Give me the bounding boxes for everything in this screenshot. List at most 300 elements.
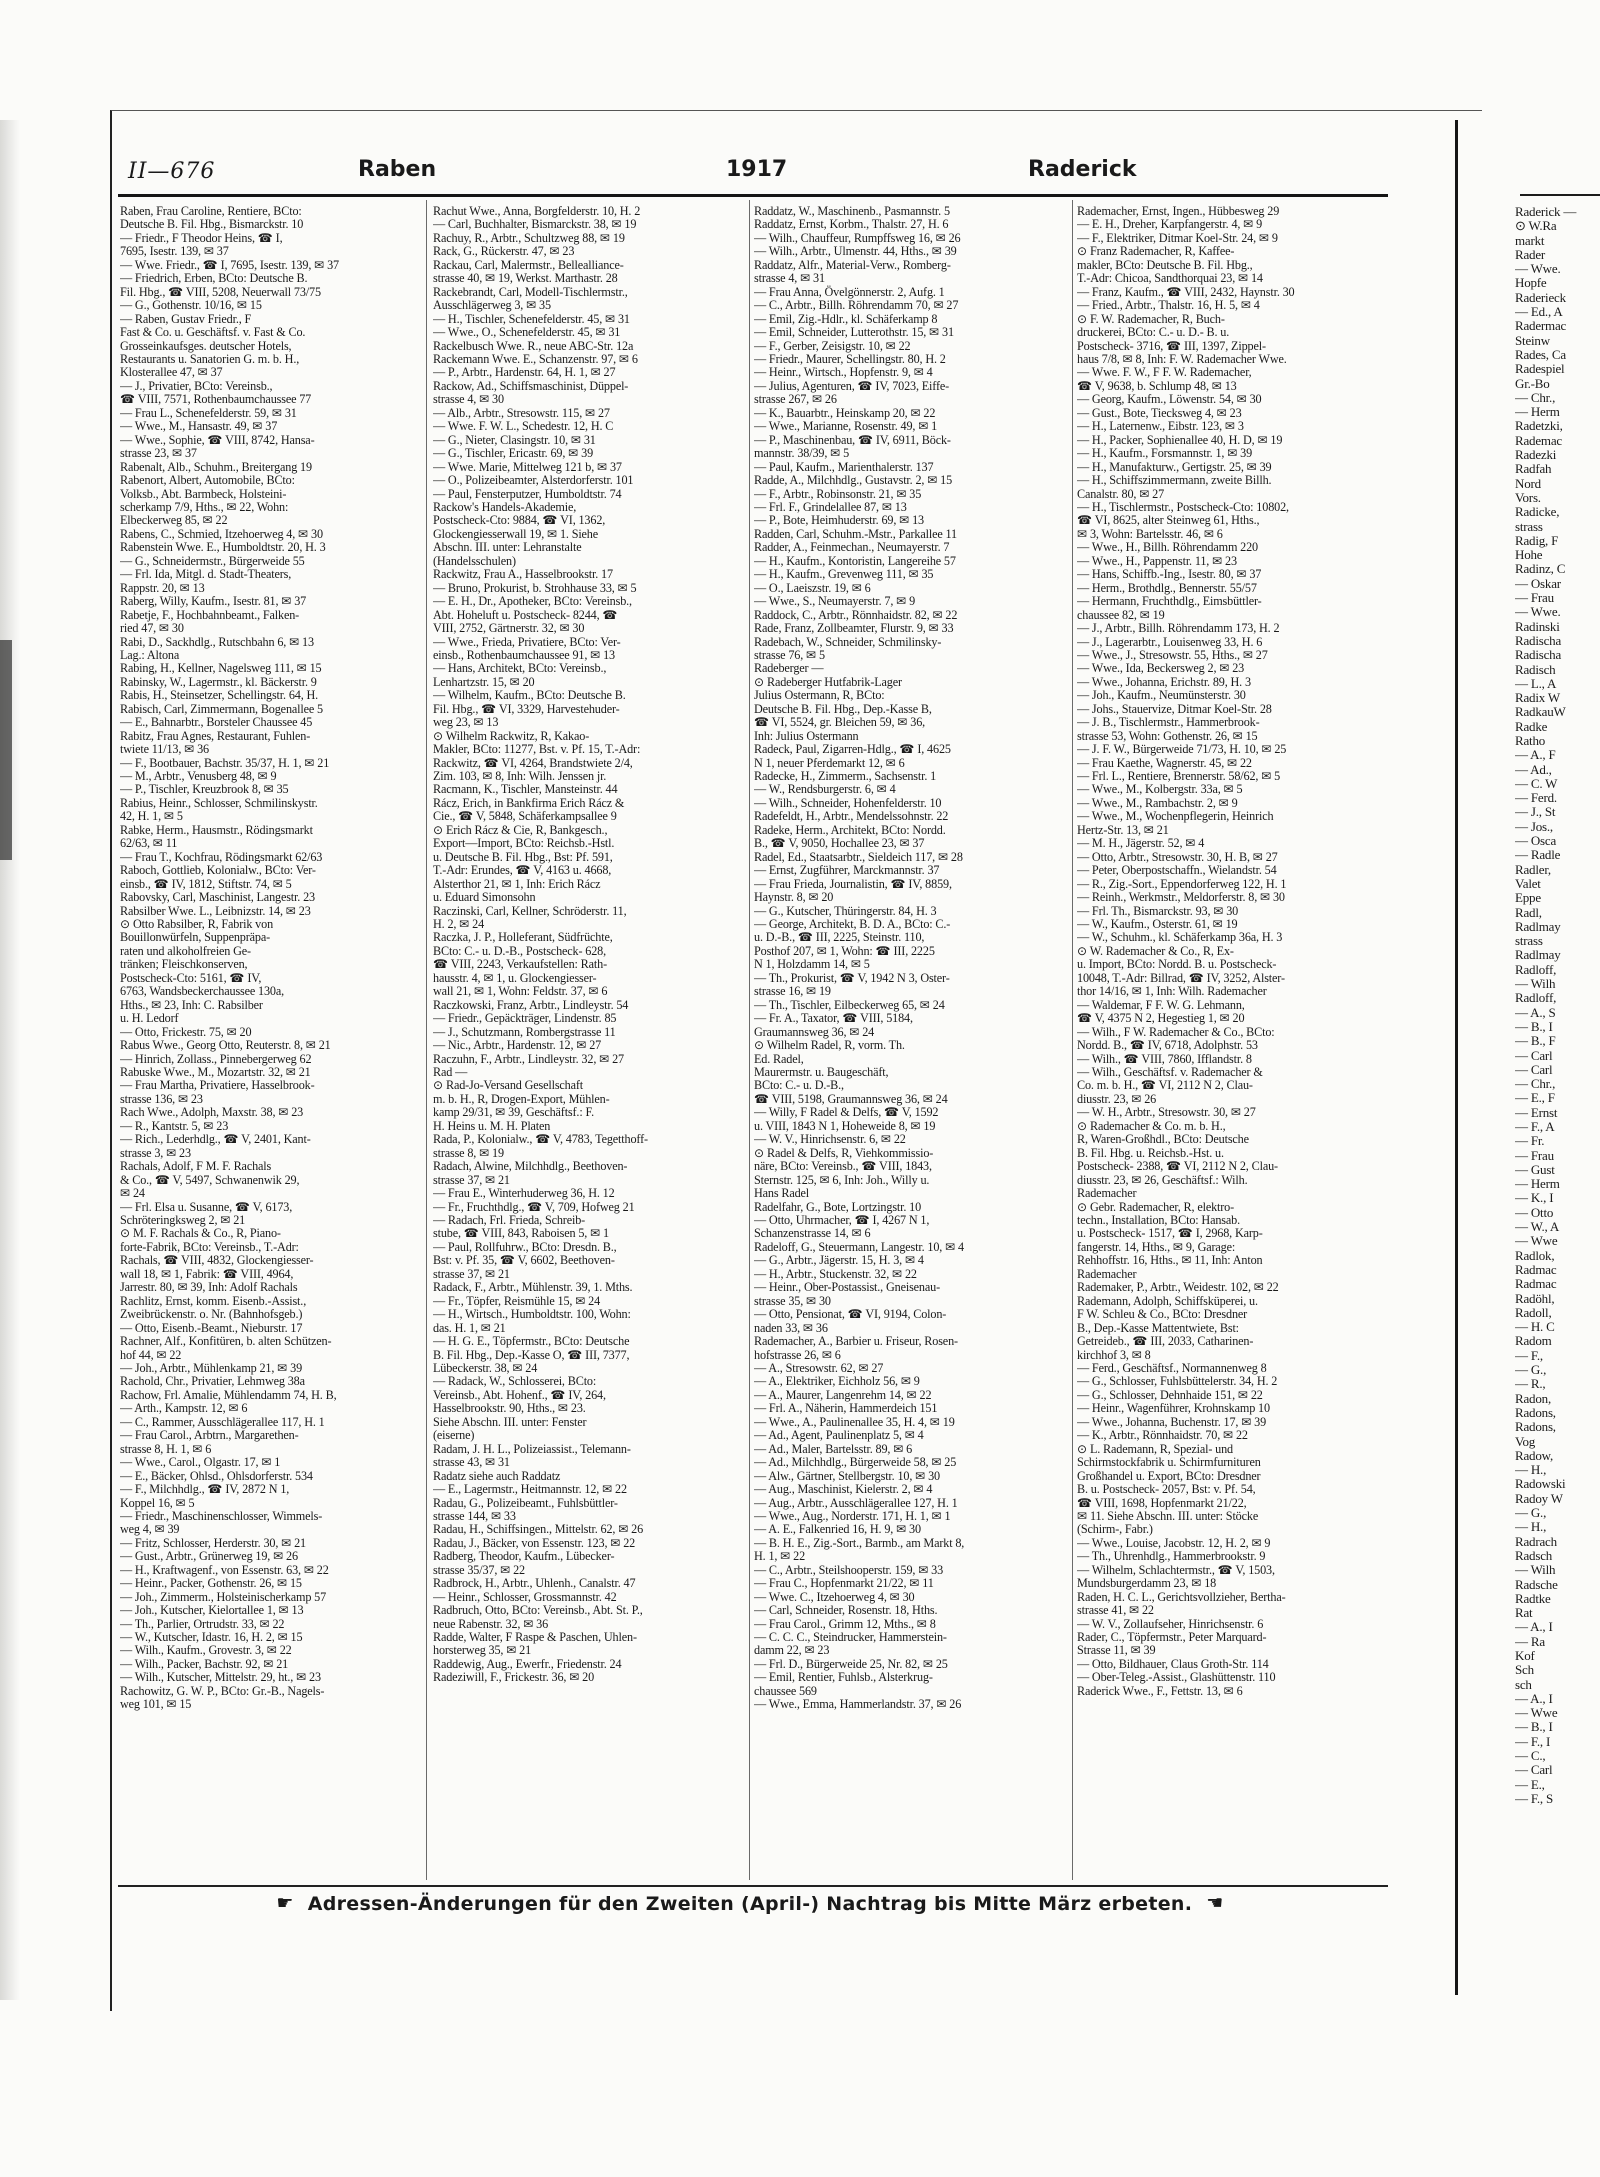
next-page-entry-fragment: — Wwe bbox=[1515, 1233, 1558, 1249]
directory-entry-line: kamp 29/31, ✉ 39, Geschäftsf.: F. bbox=[433, 1105, 595, 1120]
next-page-entry-fragment: Kof bbox=[1515, 1647, 1535, 1663]
column-divider bbox=[1072, 200, 1073, 1880]
directory-entry-line: — W. V., Zollaufseher, Hinrichsenstr. 6 bbox=[1077, 1616, 1264, 1631]
directory-entry-line: Radden, Carl, Schuhm.-Mstr., Parkallee 11 bbox=[754, 526, 957, 541]
directory-entry-line: Rade, Franz, Zollbeamter, Flurstr. 9, ✉ 33 bbox=[754, 621, 954, 636]
next-page-entry-fragment: Radfah bbox=[1515, 461, 1552, 477]
directory-entry-line: Rabetje, F., Hochbahnbeamt., Falken- bbox=[120, 607, 300, 622]
next-page-entry-fragment: — Carl bbox=[1515, 1061, 1553, 1077]
directory-entry-line: Co. m. b. H., ☎ VI, 2112 N 2, Clau- bbox=[1077, 1078, 1253, 1093]
directory-entry-line: H. Heins u. M. H. Platen bbox=[433, 1118, 551, 1133]
directory-entry-line: — Aug., Arbtr., Ausschlägerallee 127, H. 1 bbox=[754, 1495, 958, 1510]
directory-entry-line: raten und alkoholfreien Ge- bbox=[120, 943, 251, 958]
next-page-entry-fragment: RadkauW bbox=[1515, 704, 1566, 720]
directory-entry-line: Rademacher bbox=[1077, 1266, 1137, 1281]
directory-entry-line: Radau, H., Schiffsingen., Mittelstr. 62, ✉ 26 bbox=[433, 1522, 644, 1537]
directory-entry-line: twiete 11/13, ✉ 36 bbox=[120, 742, 209, 757]
next-page-entry-fragment: — C. W bbox=[1515, 775, 1558, 791]
directory-entry-line: — H., Manufakturw., Gertigstr. 25, ✉ 39 bbox=[1077, 459, 1272, 474]
directory-entry-line: — Frl. Ida, Mitgl. d. Stadt-Theaters, bbox=[120, 567, 292, 582]
directory-entry-line: — M., Arbtr., Venusberg 48, ✉ 9 bbox=[120, 769, 277, 784]
directory-entry-line: — Wwe., M., Kolbergstr. 33a, ✉ 5 bbox=[1077, 782, 1243, 797]
directory-entry-line: Rabenalt, Alb., Schuhm., Breitergang 19 bbox=[120, 459, 312, 474]
directory-entry-line: — Reinh., Werkmstr., Meldorferstr. 8, ✉ 30 bbox=[1077, 890, 1285, 905]
directory-entry-line: — Joh., Zimmerm., Holsteinischerkamp 57 bbox=[120, 1589, 327, 1604]
previous-page-edge bbox=[0, 120, 20, 2000]
directory-entry-line: Rackow, Ad., Schiffsmaschinist, Düppel- bbox=[433, 378, 629, 393]
directory-entry-line: — W., Kutscher, Idastr. 16, H. 2, ✉ 15 bbox=[120, 1630, 303, 1645]
directory-entry-line: — H., Arbtr., Stuckenstr. 32, ✉ 22 bbox=[754, 1266, 917, 1281]
directory-entry-line: — Wwe., Ida, Beckersweg 2, ✉ 23 bbox=[1077, 661, 1245, 676]
next-page-entry-fragment: Radrach bbox=[1515, 1533, 1557, 1549]
directory-entry-line: — B. H. E., Zig.-Sort., Barmb., am Markt 8, bbox=[754, 1535, 965, 1550]
directory-entry-line: Radder, A., Feinmechan., Neumayerstr. 7 bbox=[754, 540, 950, 555]
directory-entry-line: — Wilhelm, Kaufm., BCto: Deutsche B. bbox=[433, 688, 626, 703]
directory-entry-line: ⊙ Otto Rabsilber, R, Fabrik von bbox=[120, 917, 274, 932]
directory-entry-line: — G., Tischler, Ericastr. 69, ✉ 39 bbox=[433, 446, 594, 461]
directory-entry-line: — Joh., Kaufm., Neumünsterstr. 30 bbox=[1077, 688, 1246, 703]
directory-entry-line: — Wwe., Marianne, Rosenstr. 49, ✉ 1 bbox=[754, 419, 938, 434]
next-page-entry-fragment: — B., I bbox=[1515, 1018, 1553, 1034]
directory-entry-line: — Frl. Th., Bismarckstr. 93, ✉ 30 bbox=[1077, 903, 1239, 918]
next-page-entry-fragment: — E., bbox=[1515, 1776, 1545, 1792]
next-page-entry-fragment: — Carl bbox=[1515, 1762, 1553, 1778]
directory-entry-line: — Emil, Schneider, Lutterothstr. 15, ✉ 31 bbox=[754, 325, 954, 340]
directory-entry-line: — Emil, Zig.-Hdlr., kl. Schäferkamp 8 bbox=[754, 311, 938, 326]
directory-entry-line: — Paul, Rollfuhrw., BCto: Dresdn. B., bbox=[433, 1239, 617, 1254]
next-page-entry-fragment: Radloff, bbox=[1515, 961, 1557, 977]
next-page-entry-fragment: — A., I bbox=[1515, 1619, 1553, 1635]
directory-entry-line: Postscheck-Cto: 9884, ☎ VI, 1362, bbox=[433, 513, 606, 528]
directory-entry-line: — Wwe., Johanna, Buchenstr. 17, ✉ 39 bbox=[1077, 1414, 1267, 1429]
next-page-entry-fragment: markt bbox=[1515, 232, 1545, 248]
directory-entry-line: — Ferd., Geschäftsf., Normannenweg 8 bbox=[1077, 1360, 1267, 1375]
next-page-entry-fragment: — Herm bbox=[1515, 1176, 1560, 1192]
directory-entry-line: — Wilh., Kaufm., Grovestr. 3, ✉ 22 bbox=[120, 1643, 292, 1658]
directory-entry-line: u. Eduard Simonsohn bbox=[433, 890, 536, 905]
directory-entry-line: Radau, G., Polizeibeamt., Fuhlsbüttler- bbox=[433, 1495, 618, 1510]
directory-entry-line: — P., Arbtr., Hardenstr. 64, H. 1, ✉ 27 bbox=[433, 365, 616, 380]
directory-entry-line: — J. B., Tischlermstr., Hammerbrook- bbox=[1077, 715, 1260, 730]
directory-entry-line: — Raben, Gustav Friedr., F bbox=[120, 311, 252, 326]
directory-entry-line: Raczka, J. P., Holleferant, Südfrüchte, bbox=[433, 930, 613, 945]
directory-entry-line: Raczkowski, Franz, Arbtr., Lindleystr. 54 bbox=[433, 997, 629, 1012]
directory-entry-line: — Wwe., O., Schenefelderstr. 45, ✉ 31 bbox=[433, 325, 621, 340]
next-page-entry-fragment: — A., I bbox=[1515, 1690, 1553, 1706]
directory-entry-line: — Peter, Oberpostschaffn., Wielandstr. 54 bbox=[1077, 863, 1277, 878]
directory-entry-line: strasse 3, ✉ 23 bbox=[120, 1145, 191, 1160]
directory-entry-line: — Radack, W., Schlosserei, BCto: bbox=[433, 1374, 597, 1389]
directory-entry-line: ⊙ Wilhelm Rackwitz, R, Kakao- bbox=[433, 728, 590, 743]
next-page-entry-fragment: — F., S bbox=[1515, 1790, 1554, 1806]
directory-entry-line: Rabens, C., Schmied, Itzehoerweg 4, ✉ 30 bbox=[120, 526, 323, 541]
directory-entry-line: — W. H., Arbtr., Stresowstr. 30, ✉ 27 bbox=[1077, 1105, 1256, 1120]
directory-entry-line: Rabing, H., Kellner, Nagelsweg 111, ✉ 15 bbox=[120, 661, 322, 676]
directory-entry-line: Fil. Hbg., ☎ VI, 3329, Harvestehuder- bbox=[433, 701, 620, 716]
directory-entry-line: — Frl. L., Rentiere, Brennerstr. 58/62, ✉ 5 bbox=[1077, 769, 1281, 784]
directory-entry-line: — J., Privatier, BCto: Vereinsb., bbox=[120, 378, 273, 393]
directory-entry-line: Fast & Co. u. Geschäftsf. v. Fast & Co. bbox=[120, 325, 306, 340]
directory-entry-line: — J., Schutzmann, Rombergstrasse 11 bbox=[433, 1024, 616, 1039]
next-page-entry-fragment: — Frau bbox=[1515, 590, 1554, 606]
next-page-entry-fragment: — C., bbox=[1515, 1748, 1546, 1764]
directory-entry-line: — Th., Parlier, Ortrudstr. 33, ✉ 22 bbox=[120, 1616, 285, 1631]
directory-entry-line: Mundsburgerdamm 23, ✉ 18 bbox=[1077, 1576, 1217, 1591]
directory-entry-line: — Frau Carol., Arbtrn., Margarethen- bbox=[120, 1428, 299, 1443]
directory-entry-line: Abschn. III. unter: Lehranstalte bbox=[433, 540, 582, 555]
header-left-keyword: Raben bbox=[358, 157, 437, 182]
directory-entry-line: strasse 144, ✉ 33 bbox=[433, 1508, 516, 1523]
directory-entry-line: Rademacher, A., Barbier u. Friseur, Rosen- bbox=[754, 1334, 958, 1349]
directory-entry-line: — Fr., Fruchthdlg., ☎ V, 709, Hofweg 21 bbox=[433, 1199, 635, 1214]
directory-entry-line: Radbrock, H., Arbtr., Uhlenh., Canalstr. 47 bbox=[433, 1576, 636, 1591]
directory-entry-line: Deutsche B. Fil. Hbg., Bismarckstr. 10 bbox=[120, 217, 304, 232]
next-page-entry-fragment: — F., bbox=[1515, 1347, 1543, 1363]
next-page-entry-fragment: Radinz, C bbox=[1515, 561, 1566, 577]
directory-entry-line: Radeberger — bbox=[754, 661, 824, 676]
directory-entry-line: Radberg, Theodor, Kaufm., Lübecker- bbox=[433, 1549, 615, 1564]
directory-entry-line: Radelfahr, G., Bote, Lortzingstr. 10 bbox=[754, 1199, 922, 1214]
directory-entry-line: — Fried., Arbtr., Thalstr. 16, H. 5, ✉ 4 bbox=[1077, 298, 1260, 313]
directory-entry-line: Großhandel u. Export, BCto: Dresdner bbox=[1077, 1468, 1261, 1483]
directory-entry-line: Raczuhn, F., Arbtr., Lindleystr. 32, ✉ 27 bbox=[433, 1051, 624, 1066]
directory-entry-line: — H. G. E., Töpfermstr., BCto: Deutsche bbox=[433, 1334, 630, 1349]
directory-entry-line: Rack, G., Rückerstr. 47, ✉ 23 bbox=[433, 244, 575, 259]
directory-entry-line: — C., Rammer, Ausschlägerallee 117, H. 1 bbox=[120, 1414, 325, 1429]
directory-entry-line: horsterweg 35, ✉ 21 bbox=[433, 1643, 532, 1658]
directory-entry-line: — Emil, Rentier, Fuhlsb., Alsterkrug- bbox=[754, 1670, 933, 1685]
directory-entry-line: Rada, P., Kolonialw., ☎ V, 4783, Tegetthoff- bbox=[433, 1132, 648, 1147]
header-right-keyword: Raderick bbox=[1028, 157, 1137, 182]
next-page-entry-fragment: Rat bbox=[1515, 1605, 1533, 1621]
next-page-entry-fragment: — Jos., bbox=[1515, 818, 1553, 834]
directory-entry-line: Radeck, Paul, Zigarren-Hdlg., ☎ I, 4625 bbox=[754, 742, 951, 757]
directory-entry-line: — Nic., Arbtr., Hardenstr. 12, ✉ 27 bbox=[433, 1038, 602, 1053]
directory-entry-line: B., ☎ V, 9050, Hochallee 23, ✉ 37 bbox=[754, 836, 925, 851]
next-page-entry-fragment: Hopfe bbox=[1515, 275, 1547, 291]
directory-entry-line: — Wwe., Louise, Jacobstr. 12, H. 2, ✉ 9 bbox=[1077, 1535, 1271, 1550]
directory-entry-line: — Heinr., Schlosser, Grossmannstr. 42 bbox=[433, 1589, 617, 1604]
directory-entry-line: H. 1, ✉ 22 bbox=[754, 1549, 806, 1564]
directory-entry-line: u. VIII, 1843 N 1, Hoheweide 8, ✉ 19 bbox=[754, 1118, 936, 1133]
directory-entry-line: — Wwe., S., Neumayerstr. 7, ✉ 9 bbox=[754, 594, 916, 609]
directory-entry-line: — E., Bahnarbtr., Borsteler Chaussee 45 bbox=[120, 715, 313, 730]
directory-entry-line: Radefeldt, H., Arbtr., Mendelssohnstr. 22 bbox=[754, 809, 949, 824]
directory-entry-line: Rabisch, Carl, Zimmermann, Bogenallee 5 bbox=[120, 701, 323, 716]
directory-entry-line: — Frau Martha, Privatiere, Hasselbrook- bbox=[120, 1078, 315, 1093]
directory-entry-line: — Wwe., Johanna, Erichstr. 89, H. 3 bbox=[1077, 674, 1251, 689]
directory-entry-line: — Otto, Eisenb.-Beamt., Nieburstr. 17 bbox=[120, 1320, 303, 1335]
next-page-entry-fragment: — E., F bbox=[1515, 1090, 1555, 1106]
directory-entry-line: strasse 40, ✉ 19, Werkst. Marthastr. 28 bbox=[433, 271, 618, 286]
directory-entry-line: — O., Laeiszstr. 19, ✉ 6 bbox=[754, 580, 871, 595]
next-page-entry-fragment: Nord bbox=[1515, 475, 1541, 491]
directory-entry-line: — Ad., Agent, Paulinenplatz 5, ✉ 4 bbox=[754, 1428, 924, 1443]
next-page-entry-fragment: — Wwe bbox=[1515, 1705, 1558, 1721]
next-page-entry-fragment: — Ed., A bbox=[1515, 304, 1563, 320]
directory-entry-line: kirchhof 3, ✉ 8 bbox=[1077, 1347, 1151, 1362]
directory-entry-line: — Frau L., Schenefelderstr. 59, ✉ 31 bbox=[120, 405, 297, 420]
directory-entry-line: Haynstr. 8, ✉ 20 bbox=[754, 890, 834, 905]
directory-entry-line: strasse 41, ✉ 22 bbox=[1077, 1603, 1154, 1618]
footer-rule bbox=[118, 1885, 1388, 1887]
directory-entry-line: — W., Kaufm., Osterstr. 61, ✉ 19 bbox=[1077, 917, 1238, 932]
next-page-entry-fragment: Radowski bbox=[1515, 1476, 1566, 1492]
next-page-entry-fragment: Vors. bbox=[1515, 489, 1541, 505]
directory-entry-line: Rabus Wwe., Georg Otto, Reuterstr. 8, ✉ 21 bbox=[120, 1038, 331, 1053]
directory-entry-line: — E. H., Dreher, Karpfangerstr. 4, ✉ 9 bbox=[1077, 217, 1263, 232]
directory-entry-line: — Wwe., Sophie, ☎ VIII, 8742, Hansa- bbox=[120, 432, 315, 447]
directory-entry-line: ☎ VI, 8625, alter Steinweg 61, Hths., bbox=[1077, 513, 1260, 528]
directory-entry-line: Rabsilber Wwe. L., Leibnizstr. 14, ✉ 23 bbox=[120, 903, 311, 918]
directory-entry-line: T.-Adr: Chicoa, Sandthorquai 23, ✉ 14 bbox=[1077, 271, 1263, 286]
next-page-entry-fragment: Radke bbox=[1515, 718, 1548, 734]
next-page-fragment bbox=[1515, 205, 1600, 1905]
directory-entry-line: Rachner, Alf., Konfitüren, b. alten Schützen- bbox=[120, 1334, 332, 1349]
directory-entry-line: — Ad., Milchhdlg., Bürgerweide 58, ✉ 25 bbox=[754, 1455, 957, 1470]
directory-entry-line: Glockengiesserwall 19, ✉ 1. Siehe bbox=[433, 526, 599, 541]
directory-entry-line: weg 101, ✉ 15 bbox=[120, 1697, 192, 1712]
next-page-entry-fragment: Radon, bbox=[1515, 1390, 1551, 1406]
next-page-entry-fragment: Radmac bbox=[1515, 1276, 1557, 1292]
next-page-entry-fragment: Raderieck bbox=[1515, 289, 1566, 305]
directory-entry-line: — Wwe., Frieda, Privatiere, BCto: Ver- bbox=[433, 634, 621, 649]
directory-entry-line: m. b. H., R, Drogen-Export, Mühlen- bbox=[433, 1091, 610, 1106]
directory-entry-line: Raddock, C., Arbtr., Rönnhaidstr. 82, ✉ 22 bbox=[754, 607, 958, 622]
directory-entry-line: — Ober-Teleg.-Assist., Glashüttenstr. 110 bbox=[1077, 1670, 1276, 1685]
directory-entry-line: näre, BCto: Vereinsb., ☎ VIII, 1843, bbox=[754, 1159, 932, 1174]
directory-entry-line: Radach, Alwine, Milchhdlg., Beethoven- bbox=[433, 1159, 628, 1174]
next-page-entry-fragment: — Chr., bbox=[1515, 1076, 1556, 1092]
directory-entry-line: — W., Rendsburgerstr. 6, ✉ 4 bbox=[754, 782, 896, 797]
directory-entry-line: Radecke, H., Zimmerm., Sachsenstr. 1 bbox=[754, 769, 937, 784]
next-page-entry-fragment: Radsch bbox=[1515, 1547, 1553, 1563]
directory-entry-line: Getreideb., ☎ III, 2033, Catharinen- bbox=[1077, 1334, 1254, 1349]
directory-entry-line: Radeziwill, F., Frickestr. 36, ✉ 20 bbox=[433, 1670, 595, 1685]
directory-entry-line: Rackwitz, Frau A., Hasselbrookstr. 17 bbox=[433, 567, 613, 582]
next-page-entry-fragment: strass bbox=[1515, 933, 1543, 949]
directory-entry-line: Graumannsweg 36, ✉ 24 bbox=[754, 1024, 875, 1039]
directory-entry-line: Rácz, Erich, in Bankfirma Erich Rácz & bbox=[433, 795, 625, 810]
directory-entry-line: diusstr. 23, ✉ 26, Geschäftsf.: Wilh. bbox=[1077, 1172, 1248, 1187]
directory-entry-line: — W., Schuhm., kl. Schäferkamp 36a, H. 3 bbox=[1077, 930, 1283, 945]
next-page-entry-fragment: sch bbox=[1515, 1676, 1532, 1692]
directory-column-1 bbox=[120, 205, 420, 1880]
directory-entry-line: — Frl. A., Näherin, Hammerdeich 151 bbox=[754, 1401, 938, 1416]
directory-entry-line: strasse 35, ✉ 30 bbox=[754, 1293, 831, 1308]
directory-entry-line: — Frau Carol., Grimm 12, Mths., ✉ 8 bbox=[754, 1616, 936, 1631]
directory-entry-line: ⊙ Radel & Delfs, R, Viehkommissio- bbox=[754, 1145, 934, 1160]
directory-entry-line: Strasse 11, ✉ 39 bbox=[1077, 1643, 1156, 1658]
directory-entry-line: — Fr. A., Taxator, ☎ VIII, 5184, bbox=[754, 1011, 913, 1026]
next-page-entry-fragment: — Radle bbox=[1515, 847, 1561, 863]
directory-entry-line: strasse 8, ✉ 19 bbox=[433, 1145, 504, 1160]
directory-entry-line: — Otto, Pensionat, ☎ VI, 9194, Colon- bbox=[754, 1307, 947, 1322]
directory-entry-line: — Paul, Kaufm., Marienthalerstr. 137 bbox=[754, 459, 934, 474]
directory-entry-line: damm 22, ✉ 23 bbox=[754, 1643, 830, 1658]
next-page-entry-fragment: — Wilh bbox=[1515, 976, 1556, 992]
next-page-entry-fragment: Radoy W bbox=[1515, 1490, 1563, 1506]
directory-entry-line: 10048, T.-Adr: Billrad, ☎ IV, 3252, Alster- bbox=[1077, 970, 1285, 985]
next-page-entry-fragment: Radischa bbox=[1515, 632, 1562, 648]
directory-entry-line: Radde, Walter, F Raspe & Paschen, Uhlen- bbox=[433, 1630, 637, 1645]
directory-entry-line: Rabuske Wwe., M., Mozartstr. 32, ✉ 21 bbox=[120, 1065, 311, 1079]
directory-entry-line: ☎ VIII, 7571, Rothenbaumchaussee 77 bbox=[120, 392, 312, 407]
directory-entry-line: Grosseinkaufsges. deutscher Hotels, bbox=[120, 338, 292, 353]
directory-entry-line: Rademacher, Ernst, Ingen., Hübbesweg 29 bbox=[1077, 205, 1280, 218]
directory-entry-line: — F., Bootbauer, Bachstr. 35/37, H. 1, ✉ 21 bbox=[120, 755, 330, 770]
directory-entry-line: (Schirm-, Fabr.) bbox=[1077, 1522, 1153, 1537]
directory-entry-line: BCto: C.- u. D.-B., Postscheck- 628, bbox=[433, 943, 607, 958]
directory-entry-line: Zweibrückenstr. o. Nr. (Bahnhofsgeb.) bbox=[120, 1307, 303, 1322]
directory-entry-line: — G., Gothenstr. 10/16, ✉ 15 bbox=[120, 298, 262, 313]
directory-entry-line: — C., Arbtr., Steilshooperstr. 159, ✉ 33 bbox=[754, 1562, 944, 1577]
directory-entry-line: — Wilh., Packer, Bachstr. 92, ✉ 21 bbox=[120, 1656, 289, 1671]
next-page-entry-fragment: Radlmay bbox=[1515, 918, 1561, 934]
directory-entry-line: Raddatz, W., Maschinenb., Pasmannstr. 5 bbox=[754, 205, 950, 218]
directory-entry-line: Rabis, H., Steinsetzer, Schellingstr. 64, H. bbox=[120, 688, 319, 703]
directory-entry-line: thor 14/16, ✉ 1, Inh: Wilh. Rademacher bbox=[1077, 984, 1267, 999]
next-page-entry-fragment: — F., I bbox=[1515, 1733, 1551, 1749]
directory-entry-line: — O., Polizeibeamter, Alsterdorferstr. 101 bbox=[433, 473, 634, 488]
directory-entry-line: — Wwe., Aug., Norderstr. 171, H. 1, ✉ 1 bbox=[754, 1508, 951, 1523]
directory-entry-line: — G., Schlosser, Fuhlsbüttelerstr. 34, H. 2 bbox=[1077, 1374, 1278, 1389]
next-page-entry-fragment: Radinski bbox=[1515, 618, 1560, 634]
directory-entry-line: forte-Fabrik, BCto: Vereinsb., T.-Adr: bbox=[120, 1239, 299, 1254]
directory-entry-line: Rademann, Adolph, Schiffsküperei, u. bbox=[1077, 1293, 1258, 1308]
directory-entry-line: Lenhartzstr. 15, ✉ 20 bbox=[433, 674, 535, 689]
directory-entry-line: weg 23, ✉ 13 bbox=[433, 715, 499, 730]
directory-entry-line: Hans Radel bbox=[754, 1186, 810, 1201]
directory-entry-line: — C., Arbtr., Billh. Röhrendamm 70, ✉ 27 bbox=[754, 298, 959, 313]
directory-entry-line: Rehhoffstr. 16, Hths., ✉ 11, Inh: Anton bbox=[1077, 1253, 1263, 1268]
directory-entry-line: — Ernst, Zugführer, Marckmannstr. 37 bbox=[754, 863, 940, 878]
directory-entry-line: — R., Kantstr. 5, ✉ 23 bbox=[120, 1118, 229, 1133]
directory-entry-line: ⊙ Franz Rademacher, R, Kaffee- bbox=[1077, 244, 1235, 259]
directory-entry-line: Alsterthor 21, ✉ 1, Inh: Erich Rácz bbox=[433, 876, 601, 891]
next-page-entry-fragment: Radl, bbox=[1515, 904, 1542, 920]
directory-entry-line: F W. Schleu & Co., BCto: Dresdner bbox=[1077, 1307, 1248, 1322]
directory-entry-line: makler, BCto: Deutsche B. Fil. Hbg., bbox=[1077, 257, 1253, 272]
directory-entry-line: ⊙ F. W. Rademacher, R, Buch- bbox=[1077, 311, 1225, 326]
next-page-entry-fragment: — Ernst bbox=[1515, 1104, 1558, 1120]
directory-entry-line: — Wilh., Chauffeur, Rumpffsweg 16, ✉ 26 bbox=[754, 230, 961, 245]
directory-entry-line: hof 44, ✉ 22 bbox=[120, 1347, 182, 1362]
next-page-entry-fragment: Radischa bbox=[1515, 647, 1562, 663]
directory-entry-line: — Hans, Schiffb.-Ing., Isestr. 80, ✉ 37 bbox=[1077, 567, 1262, 582]
next-page-entry-fragment: Radermac bbox=[1515, 318, 1567, 334]
footer-notice-text: Adressen-Änderungen für den Zweiten (April-) Nachtrag bis Mitte März erbeten. bbox=[307, 1893, 1193, 1915]
directory-entry-line: B. Fil. Hbg., Dep.-Kasse O, ☎ III, 7377, bbox=[433, 1347, 630, 1362]
directory-entry-line: Rachuy, R., Arbtr., Schultzweg 88, ✉ 19 bbox=[433, 230, 625, 245]
directory-entry-line: 62/63, ✉ 11 bbox=[120, 836, 178, 851]
header-year: 1917 bbox=[726, 157, 788, 182]
next-page-entry-fragment: Steinw bbox=[1515, 332, 1550, 348]
directory-entry-line: Rader, C., Töpfermstr., Peter Marquard- bbox=[1077, 1630, 1267, 1645]
next-page-entry-fragment: — B., I bbox=[1515, 1719, 1553, 1735]
next-page-entry-fragment: Radmac bbox=[1515, 1261, 1557, 1277]
directory-entry-line: Rabitz, Frau Agnes, Restaurant, Fuhlen- bbox=[120, 728, 311, 743]
directory-entry-line: Export—Import, BCto: Reichsb.-Hstl. bbox=[433, 836, 615, 851]
directory-entry-line: Fil. Hbg., ☎ VIII, 5208, Neuerwall 73/75 bbox=[120, 284, 321, 299]
next-page-entry-fragment: Radezki bbox=[1515, 447, 1557, 463]
directory-entry-line: Rademaker, P., Arbtr., Weidestr. 102, ✉ 22 bbox=[1077, 1280, 1279, 1295]
next-page-entry-fragment: Radtke bbox=[1515, 1590, 1551, 1606]
directory-entry-line: Nordd. B., ☎ IV, 6718, Adolphstr. 53 bbox=[1077, 1038, 1258, 1053]
directory-entry-line: Rach Wwe., Adolph, Maxstr. 38, ✉ 23 bbox=[120, 1105, 304, 1120]
directory-entry-line: Radeloff, G., Steuermann, Langestr. 10, ✉ 4 bbox=[754, 1239, 965, 1254]
directory-entry-line: — Gust., Bote, Tiecksweg 4, ✉ 23 bbox=[1077, 405, 1242, 420]
directory-entry-line: — Wwe. Marie, Mittelweg 121 b, ✉ 37 bbox=[433, 459, 622, 474]
directory-entry-line: — A., Elektriker, Eichholz 56, ✉ 9 bbox=[754, 1374, 920, 1389]
next-page-entry-fragment: strass bbox=[1515, 518, 1543, 534]
directory-entry-line: — Wilh., Geschäftsf. v. Rademacher & bbox=[1077, 1065, 1263, 1079]
pointing-hand-left-icon: ☛ bbox=[276, 1892, 294, 1914]
directory-entry-line: — Paul, Fensterputzer, Humboldtstr. 74 bbox=[433, 486, 622, 501]
directory-entry-line: einsb., Rothenbaumchaussee 91, ✉ 13 bbox=[433, 647, 615, 662]
directory-entry-line: u. Import, BCto: Nordd. B. u. Postscheck- bbox=[1077, 957, 1277, 972]
directory-entry-line: Abt. Hoheluft u. Postscheck- 8244, ☎ bbox=[433, 607, 618, 622]
directory-entry-line: — Friedrich, Erben, BCto: Deutsche B. bbox=[120, 271, 308, 286]
directory-entry-line: Restaurants u. Sanatorien G. m. b. H., bbox=[120, 351, 300, 366]
next-page-entry-fragment: Vog bbox=[1515, 1433, 1536, 1449]
directory-entry-line: — Wwe., M., Rambachstr. 2, ✉ 9 bbox=[1077, 795, 1238, 810]
directory-entry-line: u. D.-B., ☎ III, 2225, Steinstr. 110, bbox=[754, 930, 925, 945]
directory-entry-line: Rabi, D., Sackhdlg., Rutschbahn 6, ✉ 13 bbox=[120, 634, 314, 649]
directory-entry-line: Radack, F., Arbtr., Mühlenstr. 39, 1. Mths. bbox=[433, 1280, 633, 1295]
directory-entry-line: — Friedr., Maurer, Schellingstr. 80, H. 2 bbox=[754, 351, 946, 366]
directory-entry-line: — Hermann, Fruchthdlg., Eimsbüttler- bbox=[1077, 594, 1262, 609]
directory-entry-line: hofstrasse 26, ✉ 6 bbox=[754, 1347, 841, 1362]
directory-entry-line: Volksb., Abt. Barmbeck, Holsteini- bbox=[120, 486, 287, 501]
directory-entry-line: — Otto, Frickestr. 75, ✉ 20 bbox=[120, 1024, 252, 1039]
directory-entry-line: — Frl. D., Bürgerweide 25, Nr. 82, ✉ 25 bbox=[754, 1656, 948, 1671]
directory-entry-line: — Wwe. Friedr., ☎ I, 7695, Isestr. 139, ✉ 37 bbox=[120, 257, 339, 272]
directory-column-3 bbox=[754, 205, 1069, 1880]
next-page-entry-fragment: Radons, bbox=[1515, 1404, 1556, 1420]
directory-entry-line: ⊙ Rademacher & Co. m. b. H., bbox=[1077, 1118, 1226, 1133]
directory-entry-line: strasse 37, ✉ 21 bbox=[433, 1266, 510, 1281]
directory-entry-line: diusstr. 23, ✉ 26 bbox=[1077, 1091, 1157, 1106]
directory-entry-line: Hths., ✉ 23, Inh: C. Rabsilber bbox=[120, 997, 263, 1012]
next-page-entry-fragment: Rades, Ca bbox=[1515, 346, 1566, 362]
directory-entry-line: — Wilh., Kutscher, Mittelstr. 29, ht., ✉ 23 bbox=[120, 1670, 321, 1685]
next-page-entry-fragment: — Ra bbox=[1515, 1633, 1545, 1649]
directory-entry-line: — Radach, Frl. Frieda, Schreib- bbox=[433, 1212, 586, 1227]
directory-entry-line: — F., Milchhdlg., ☎ IV, 2872 N 1, bbox=[120, 1482, 290, 1497]
directory-entry-line: — Franz, Kaufm., ☎ VIII, 2432, Haynstr. 30 bbox=[1077, 284, 1295, 299]
directory-entry-line: — M. H., Jägerstr. 52, ✉ 4 bbox=[1077, 836, 1205, 851]
directory-entry-line: naden 33, ✉ 36 bbox=[754, 1320, 828, 1335]
directory-entry-line: — G., Schneidermstr., Bürgerweide 55 bbox=[120, 553, 305, 568]
directory-entry-line: Siehe Abschn. III. unter: Fenster bbox=[433, 1414, 587, 1429]
directory-entry-line: Rachlitz, Ernst, komm. Eisenb.-Assist., bbox=[120, 1293, 307, 1308]
directory-entry-line: — Wwe., J., Stresowstr. 55, Hths., ✉ 27 bbox=[1077, 647, 1268, 662]
next-page-entry-fragment: Eppe bbox=[1515, 890, 1541, 906]
next-page-entry-fragment: — Ad., bbox=[1515, 761, 1552, 777]
directory-entry-line: — E., Bäcker, Ohlsd., Ohlsdorferstr. 534 bbox=[120, 1468, 313, 1483]
directory-entry-line: — A., Stresowstr. 62, ✉ 27 bbox=[754, 1360, 884, 1375]
next-page-entry-fragment: ⊙ W.Ra bbox=[1515, 218, 1557, 234]
next-page-entry-fragment: — Herm bbox=[1515, 404, 1560, 420]
directory-entry-line: — Wwe., M., Hansastr. 49, ✉ 37 bbox=[120, 419, 278, 434]
directory-entry-line: — H., Schiffszimmermann, zweite Billh. bbox=[1077, 473, 1272, 488]
directory-entry-line: B., Dep.-Kasse Mattentwiete, Bst: bbox=[1077, 1320, 1239, 1335]
directory-entry-line: ⊙ Gebr. Rademacher, R, elektro- bbox=[1077, 1199, 1235, 1214]
directory-entry-line: — Wilh., Arbtr., Ulmenstr. 44, Hths., ✉ 39 bbox=[754, 244, 957, 259]
directory-entry-line: stube, ☎ VIII, 843, Raboisen 5, ✉ 1 bbox=[433, 1226, 609, 1241]
directory-entry-line: — Carl, Schneider, Rosenstr. 18, Hths. bbox=[754, 1603, 938, 1618]
